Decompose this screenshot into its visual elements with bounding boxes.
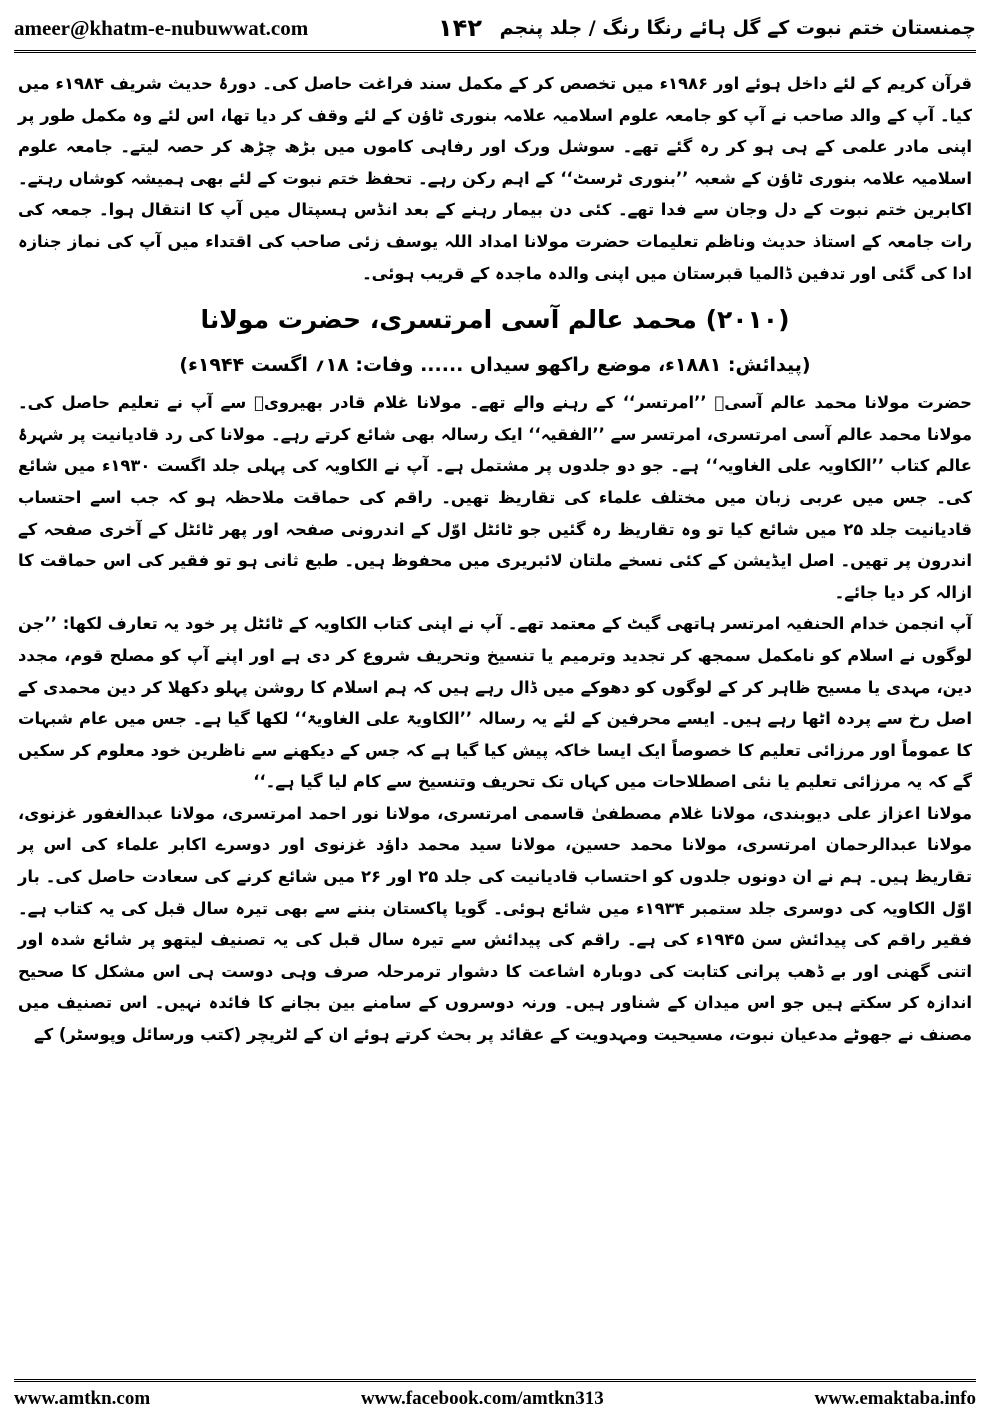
intro-paragraph: قرآن کریم کے لئے داخل ہوئے اور ۱۹۸۶ء میں تخصص کر کے مکمل سند فراغت حاصل کی۔ دورۂ حدیث شریف ۱۹۸۴ء میں کیا۔ آپ کے والد صاحب نے آپ کو جامعہ علوم اسلامیہ علامہ بنوری ٹاؤن کے لئے وقف کر دیا تھا، اس لئے وہ مکمل طور پر اپنی مادر علمی کے ہی ہو کر رہ گئے تھے۔ سوشل ورک اور رفاہی کاموں میں بڑھ چڑھ کر حصہ لیتے۔ جامعہ علوم اسلامیہ علامہ بنوری ٹاؤن کے شعبہ ’’بنوری ٹرسٹ‘‘ کے اہم رکن رہے۔ تحفظ ختم نبوت کے لئے بھی ہمیشہ کوشاں رہتے۔ اکابرین ختم نبوت کے دل وجان سے فدا تھے۔ کئی دن بیمار رہنے کے بعد انڈس ہسپتال میں آپ کا انتقال ہوا۔ جمعہ کی رات جامعہ کے استاذ حدیث وناظم تعلیمات حضرت مولانا امداد اللہ یوسف زئی صاحب کی اقتداء میں آپ کی نماز جنازہ ادا کی گئی اور تدفین ڈالمیا قبرستان میں اپنی والدہ ماجدہ کے قریب ہوئی۔ xyxy=(18,74,973,283)
page-header xyxy=(14,6,976,53)
footer-link-facebook[interactable]: www.facebook.com/amtkn313 xyxy=(360,1388,604,1409)
body-paragraph-2: آپ انجمن خدام الحنفیہ امرتسر ہاتھی گیٹ کے معتمد تھے۔ آپ نے اپنی کتاب الکاویہ کے ٹائٹل پر خود یہ تعارف لکھا: ’’جن لوگوں نے اسلام کو نامکمل سمجھ کر تجدید وترمیم یا تنسیخ وتحریف شروع کر دی ہے اور اپنے آپ کو مصلح قوم، مجدد دین، مہدی یا مسیح ظاہر کر کے لوگوں کو دھوکے میں ڈال رہے ہیں کہ ہم اسلام کا روشن پہلو دکھلا کر دین محمدی کے اصل رخ سے پردہ اٹھا رہے ہیں۔ ایسے محرفین کے لئے یہ رسالہ ’’الکاویۃ علی الغاویۃ‘‘ لکھا گیا ہے۔ جس میں عام شبہات کا عموماً اور مرزائی تعلیم کا خصوصاً ایک ایسا خاکہ پیش کیا گیا ہے کہ جس کے دیکھنے سے ناظرین خود معلوم کر سکیں گے کہ یہ مرزائی تعلیم یا نئی اصطلاحات میں کہاں تک تحریف وتنسیخ سے کام لیا گیا ہے۔‘‘ xyxy=(18,614,972,792)
page-number: ۱۴۲ xyxy=(438,14,482,42)
section-subheading: (پیدائش: ۱۸۸۱ء، موضع راکھو سیداں ...... وفات: ۱۸؍ اگست ۱۹۴۴ء) xyxy=(179,354,811,377)
body-paragraph-1: حضرت مولانا محمد عالم آسیؒ ’’امرتسر‘‘ کے رہنے والے تھے۔ مولانا غلام قادر بھیرویؒ سے آپ نے تعلیم حاصل کی۔ مولانا محمد عالم آسی امرتسری، امرتسر سے ’’الفقیہ‘‘ ایک رسالہ بھی شائع کرتے رہے۔ مولانا کی رد قادیانیت پر شہرۂ عالم کتاب ’’الکاویہ علی الغاویہ‘‘ ہے۔ جو دو جلدوں پر مشتمل ہے۔ آپ نے الکاویہ کی پہلی جلد اگست ۱۹۳۰ء میں شائع کی۔ جس میں عربی زبان میں مختلف علماء کی تقاریظ تھیں۔ راقم کی حماقت ملاحظہ ہو کہ جب اسے احتساب قادیانیت جلد ۲۵ میں شائع کیا تو وہ تقاریظ رہ گئیں جو ٹائٹل اوّل کے اندرونی صفحہ اور پھر ٹائٹل کے آخری صفحہ کے اندرون پر تھیں۔ اصل ایڈیشن کے کئی نسخے ملتان لائبریری میں محفوظ ہیں۔ طبع ثانی ہو تو فقیر کی اس حماقت کا ازالہ کر دیا جائے۔ xyxy=(18,393,972,602)
page-body xyxy=(18,68,972,1373)
book-title: چمنستان ختم نبوت کے گل ہائے رنگا رنگ / جلد پنجم xyxy=(499,17,976,39)
body-paragraph-3: مولانا اعزاز علی دیوبندی، مولانا غلام مصطفیٰ قاسمی امرتسری، مولانا نور احمد امرتسری، مولانا عبدالغفور غزنوی، مولانا عبدالرحمان امرتسری، مولانا محمد حسین، مولانا سید محمد داؤد غزنوی اور دوسرے اکابر علماء کی اس پر تقاریظ ہیں۔ ہم نے ان دونوں جلدوں کو احتساب قادیانیت کی جلد ۲۵ اور ۲۶ میں شائع کرنے کی سعادت حاصل کی۔ بار اوّل الکاویہ کی دوسری جلد ستمبر ۱۹۳۴ء میں شائع ہوئی۔ گویا پاکستان بننے سے بھی تیرہ سال قبل کی یہ کتاب ہے۔ فقیر راقم کی پیدائش سن ۱۹۴۵ء کی ہے۔ راقم کی پیدائش سے تیرہ سال قبل کی یہ تصنیف لیتھو پر شائع شدہ اور اتنی گھنی اور بے ڈھب پرانی کتابت کی دوبارہ اشاعت کا دشوار ترمرحلہ صرف وہی دوست ہی اس مشکل کا صحیح اندازہ کر سکتے ہیں جو اس میدان کے شناور ہیں۔ ورنہ دوسروں کے سامنے بین بجانے کا فائدہ نہیں۔ اس تصنیف میں مصنف نے جھوٹے مدعیان نبوت، مسیحیت ومہدویت کے عقائد پر بحث کرتے ہوئے ان کے لٹریچر (کتب ورسائل وپوسٹر) کے xyxy=(18,803,973,1045)
section-heading: (۲۰۱۰) محمد عالم آسی امرتسری، حضرت مولانا xyxy=(200,305,790,335)
page-footer xyxy=(14,1379,976,1416)
footer-link-emaktaba[interactable]: www.emaktaba.info xyxy=(814,1388,976,1409)
footer-link-amtkn[interactable]: www.amtkn.com xyxy=(14,1388,151,1409)
header-email[interactable]: ameer@khatm-e-nubuwwat.com xyxy=(14,15,309,40)
